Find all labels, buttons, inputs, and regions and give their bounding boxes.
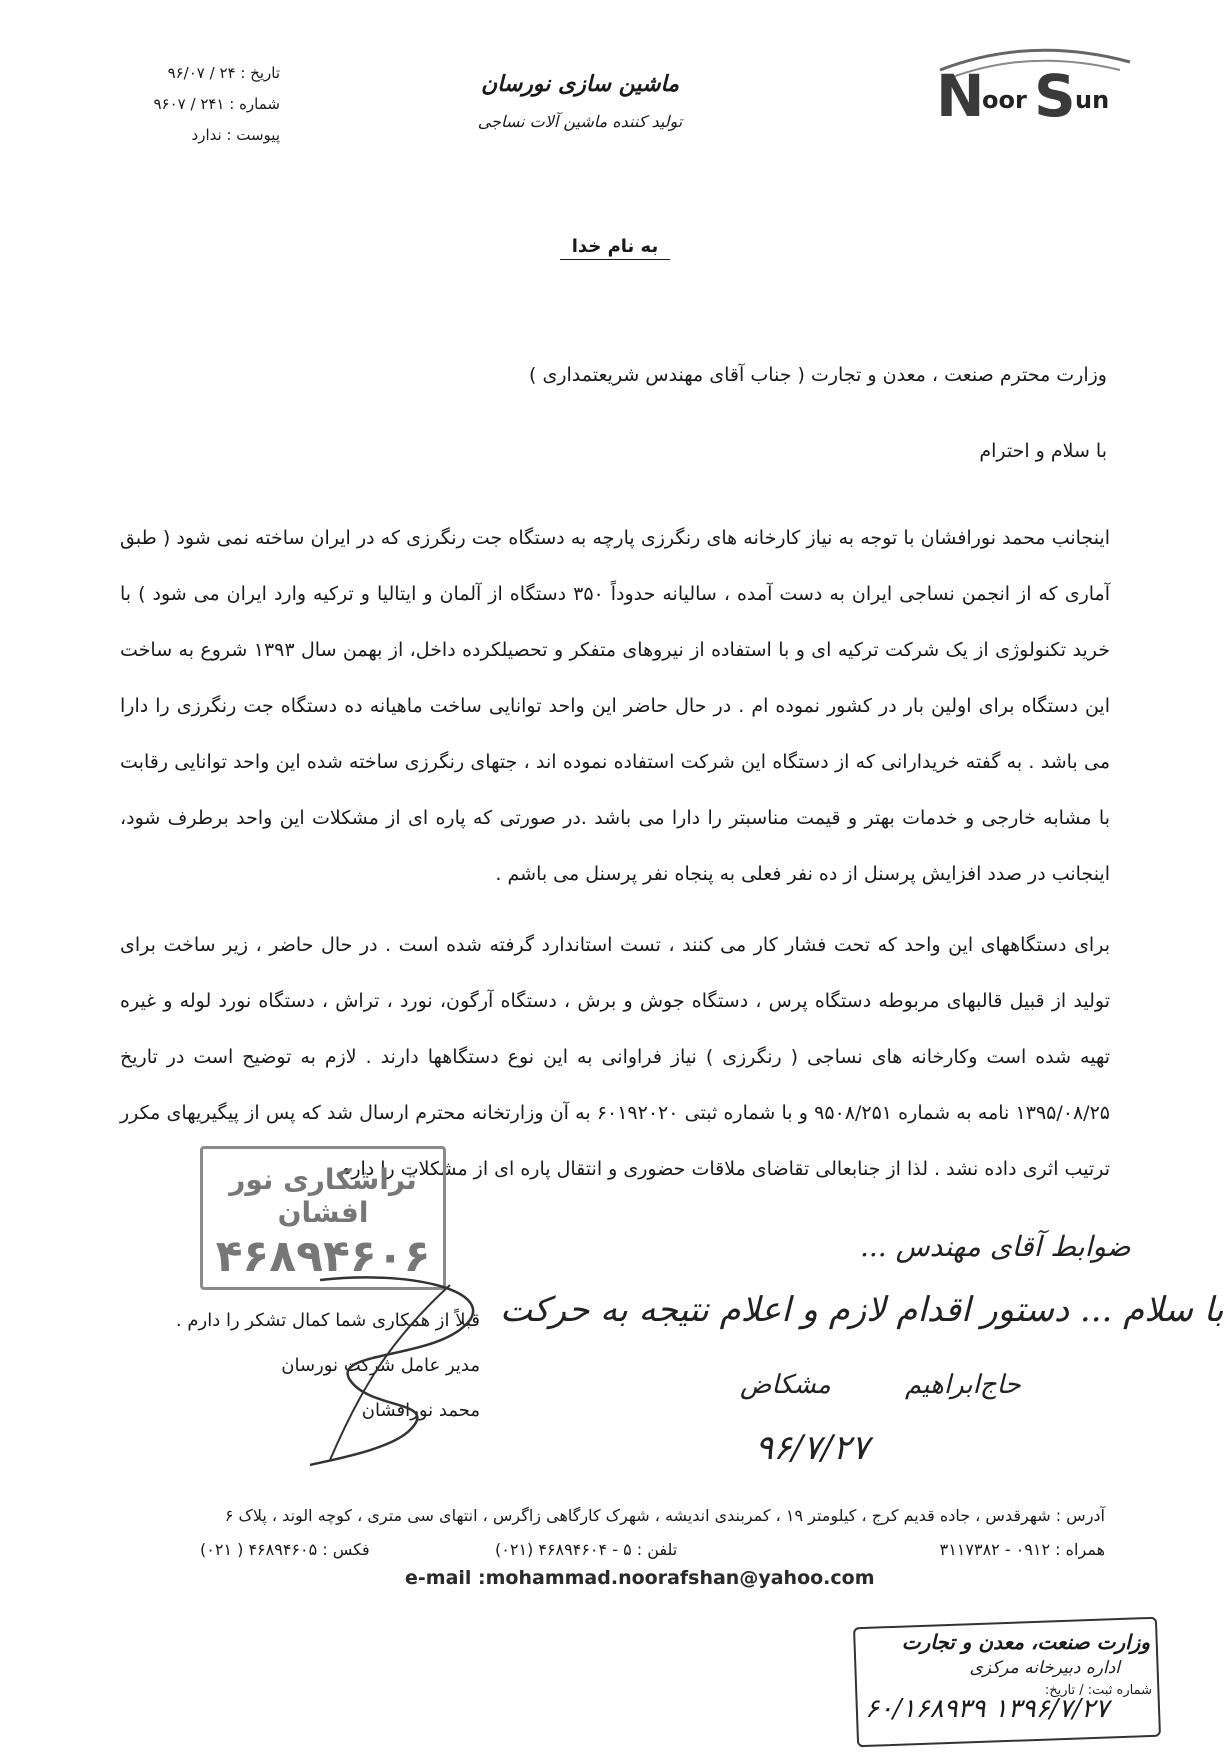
handwritten-note-4: حاج‌ابراهیم <box>905 1370 1021 1400</box>
letter-number: شماره : ۲۴۱ / ۹۶۰۷ <box>153 95 280 113</box>
registration-labels: شماره ثبت: / تاریخ: <box>1044 1683 1152 1698</box>
body-paragraph-2: برای دستگاههای این واحد که تحت فشار کار می کنند ، تست استاندارد گرفته شده است . در حال حاضر ، زیر ساخت برای تولید از قبیل قالبهای مربوطه دستگاه پرس ، دستگاه جوش و برش ، دستگاه آرگون، نورد ، تراش ، دستگاه نورد لوله و غیره تهیه شده است وکارخانه های نساجی ( رنگرزی ) نیاز فراوانی به این نوع دستگاهها دارند . لازم به توضیح است در تاریخ ۱۳۹۵/۰۸/۲۵ نامه به شماره ۹۵۰۸/۲۵۱ و با شماره ثبتی ۶۰۱۹۲۰۲۰ به آن وزارتخانه محترم ارسال شد که پس از پیگیریهای مکرر ترتیب اثری داده نشد . لذا از جنابعالی تقاضای ملاقات حضوری و انتقال پاره ای از مشکلات را دارم . <box>120 934 1110 1180</box>
handwritten-note-3: مشکاض <box>740 1370 831 1400</box>
svg-text:oor: oor <box>982 86 1027 114</box>
registration-ministry: وزارت صنعت، معدن و تجارت <box>901 1630 1150 1654</box>
svg-text:S: S <box>1034 62 1076 130</box>
closing-name: محمد نورافشان <box>361 1400 480 1421</box>
handwritten-date: ۹۶/۷/۲۷ <box>755 1428 870 1468</box>
registration-office: اداره دبیرخانه مرکزی <box>969 1658 1120 1678</box>
footer-address: آدرس : شهرقدس ، جاده قدیم کرج ، کیلومتر ۱۹ ، کمربندی اندیشه ، شهرک کارگاهی زاگرس ، انتهای سی متری ، کوچه الوند ، پلاک ۶ <box>224 1506 1105 1525</box>
closing-title: مدیر عامل شرکت نورسان <box>281 1355 480 1376</box>
greeting-line: با سلام و احترام <box>979 440 1107 462</box>
footer-email: e-mail :mohammad.noorafshan@yahoo.com <box>405 1567 875 1589</box>
svg-text:N: N <box>936 62 985 130</box>
recipient-line: وزارت محترم صنعت ، معدن و تجارت ( جناب آقای مهندس شریعتمداری ) <box>529 364 1107 386</box>
noorsun-logo <box>930 40 1135 130</box>
footer-phone: تلفن : ۵ - ۴۶۸۹۴۶۰۴ (۰۲۱) <box>495 1540 678 1559</box>
footer-mobile: همراه : ۰۹۱۲ - ۳۱۱۷۳۸۲ <box>939 1540 1105 1559</box>
bismillah-heading: به نام خدا <box>560 236 670 260</box>
registration-stamp <box>855 1622 1160 1742</box>
svg-text:un: un <box>1075 86 1110 114</box>
letter-date: تاریخ : ۲۴ / ۹۶/۰۷ <box>167 64 280 82</box>
workshop-stamp-name: تراشکاری نور افشان <box>229 1163 417 1229</box>
signature <box>290 1260 520 1470</box>
handwritten-note-1: ضوابط آقای مهندس ... <box>860 1230 1131 1263</box>
handwritten-note-2: با سلام ... دستور اقدام لازم و اعلام نتیجه به حرکت <box>500 1290 1224 1330</box>
letter-meta <box>120 58 280 151</box>
body-paragraph-1: اینجانب محمد نورافشان با توجه به نیاز کارخانه های رنگرزی پارچه به دستگاه جت رنگرزی که در ایران ساخته نمی شود ( طبق آماری که از انجمن نساجی ایران به دست آمده ، سالیانه حدوداً ۳۵۰ دستگاه از آلمان و ایتالیا و ترکیه وارد ایران می شود ) با خرید تکنولوژی از یک شرکت ترکیه ای و با استفاده از نیروهای متفکر و تحصیلکرده داخل، از بهمن سال ۱۳۹۳ شروع به ساخت این دستگاه برای اولین بار در کشور نموده ام . در حال حاضر این واحد توانایی ساخت ماهیانه ده دستگاه جت رنگرزی را دارا می باشد . به گفته خریدارانی که از دستگاه این شرکت استفاده نموده اند ، جتهای رنگرزی ساخته شده این واحد توانایی رقابت با مشابه خارجی و خدمات بهتر و قیمت مناسبتر را دارا می باشد .در صورتی که پاره ای از مشکلات این واحد برطرف شود، اینجانب در صدد افزایش پرسنل از ده نفر فعلی به پنجاه نفر پرسنل می باشم . <box>120 527 1110 885</box>
footer-fax: فکس : ۴۶۸۹۴۶۰۵ ( ۰۲۱) <box>200 1540 370 1559</box>
workshop-stamp-phone: ۴۶۸۹۴۶۰۶ <box>215 1231 431 1282</box>
letter-attachment: پیوست : ندارد <box>191 126 280 144</box>
company-name: ماشین سازی نورسان <box>480 72 679 97</box>
registration-number-date: ۶۰/۱۶۸۹۳۹ ۱۳۹۶/۷/۲۷ <box>865 1694 1110 1724</box>
company-tagline: تولید کننده ماشین آلات نساجی <box>477 112 683 131</box>
closing-thanks: قبلاً از همکاری شما کمال تشکر را دارم . <box>175 1310 480 1331</box>
